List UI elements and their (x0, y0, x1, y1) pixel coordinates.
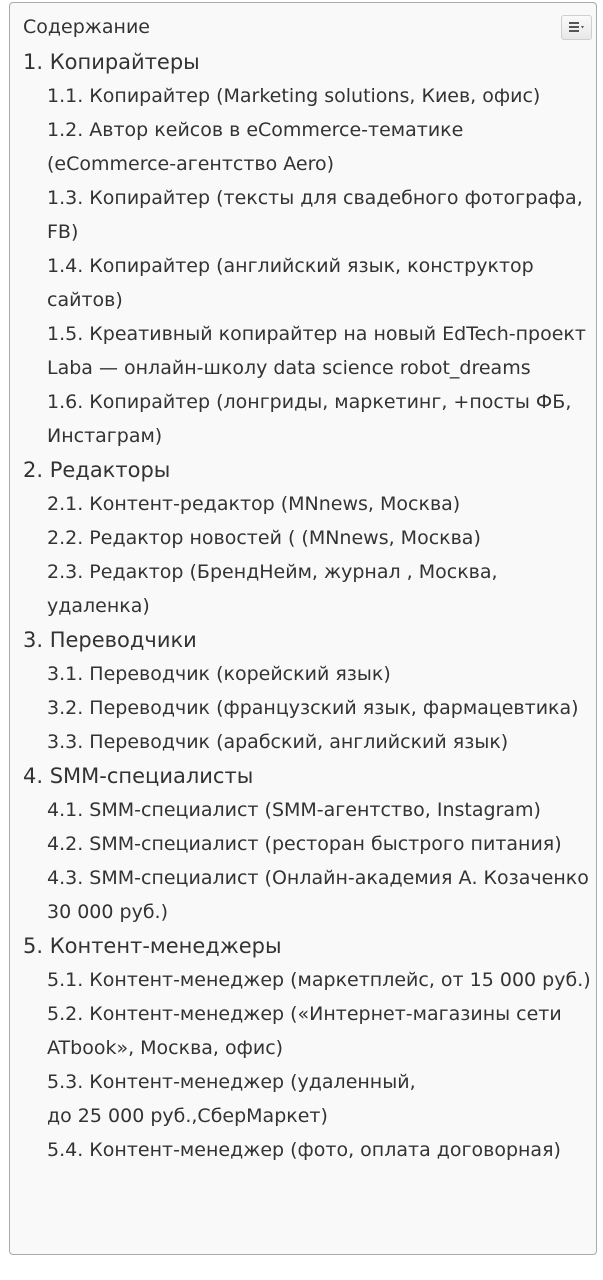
toc-item-link[interactable]: 5.4. Контент-менеджер (фото, оплата договорная) (47, 1139, 561, 1161)
toc-sub-list (23, 487, 596, 623)
toc-sub-list (23, 963, 596, 1167)
toc-item-link[interactable]: 3.3. Переводчик (арабский, английский язык) (47, 731, 509, 753)
toc-item-link[interactable]: 4.2. SMM-специалист (ресторан быстрого питания) (47, 833, 562, 855)
toc-item-link[interactable]: 4.3. SMM-специалист (Онлайн-академия А. Козаченко 30 000 руб.) (47, 867, 589, 923)
toc-item-line: 5.3. Контент-менеджер (удаленный, (47, 1071, 416, 1093)
toc-item-link[interactable] (47, 1065, 596, 1133)
toc-title: Содержание (23, 16, 150, 38)
toc-sub-list (23, 79, 596, 453)
toc-section-link[interactable]: 4. SMM-специалисты (23, 764, 254, 788)
toc-item-link[interactable]: 2.2. Редактор новостей ( (MNnews, Москва) (47, 527, 481, 549)
toc-item-link[interactable]: 5.2. Контент-менеджер («Интернет-магазины сети ATbook», Москва, офис) (47, 1003, 562, 1059)
toc-section (23, 929, 596, 1167)
toc-item-link[interactable]: 3.1. Переводчик (корейский язык) (47, 663, 391, 685)
toc-section-link[interactable]: 5. Контент-менеджеры (23, 934, 282, 958)
toc-item-line: до 25 000 руб.,СберМаркет) (47, 1105, 328, 1127)
toc-item-link[interactable]: 1.5. Креативный копирайтер на новый EdTech-проект Laba — онлайн-школу data science robot_dreams (47, 323, 586, 379)
toc-item-link[interactable]: 1.4. Копирайтер (английский язык, конструктор сайтов) (47, 255, 534, 311)
toc-item-link[interactable]: 1.6. Копирайтер (лонгриды, маркетинг, +посты ФБ, Инстаграм) (47, 391, 572, 447)
toc-sub-list (23, 793, 596, 929)
toc-section (23, 623, 596, 759)
toc-list (23, 45, 596, 1167)
toc-toggle-button[interactable] (561, 15, 592, 40)
toc-item-link[interactable]: 4.1. SMM-специалист (SMM-агентство, Instagram) (47, 799, 541, 821)
toc-section (23, 45, 596, 453)
toc-item-link[interactable]: 2.1. Контент-редактор (MNnews, Москва) (47, 493, 461, 515)
toc-section-link[interactable]: 2. Редакторы (23, 458, 171, 482)
toc-item-link[interactable]: 2.3. Редактор (БрендНейм, журнал , Москва, удаленка) (47, 561, 498, 617)
toc-sub-list (23, 657, 596, 759)
toc-section (23, 759, 596, 929)
toc-section-link[interactable]: 3. Переводчики (23, 628, 197, 652)
toc-item-link[interactable]: 1.1. Копирайтер (Marketing solutions, Киев, офис) (47, 85, 541, 107)
list-toggle-icon (568, 21, 585, 34)
toc-section-link[interactable]: 1. Копирайтеры (23, 50, 200, 74)
toc-item-link[interactable]: 1.2. Автор кейсов в eCommerce-тематике (eCommerce-агентство Aero) (47, 119, 464, 175)
toc-item-link[interactable]: 5.1. Контент-менеджер (маркетплейс, от 15 000 руб.) (47, 969, 591, 991)
toc-item-link[interactable]: 1.3. Копирайтер (тексты для свадебного фотографа, FB) (47, 187, 583, 243)
toc-section (23, 453, 596, 623)
table-of-contents (9, 2, 597, 1255)
toc-item-link[interactable]: 3.2. Переводчик (французский язык, фармацевтика) (47, 697, 579, 719)
